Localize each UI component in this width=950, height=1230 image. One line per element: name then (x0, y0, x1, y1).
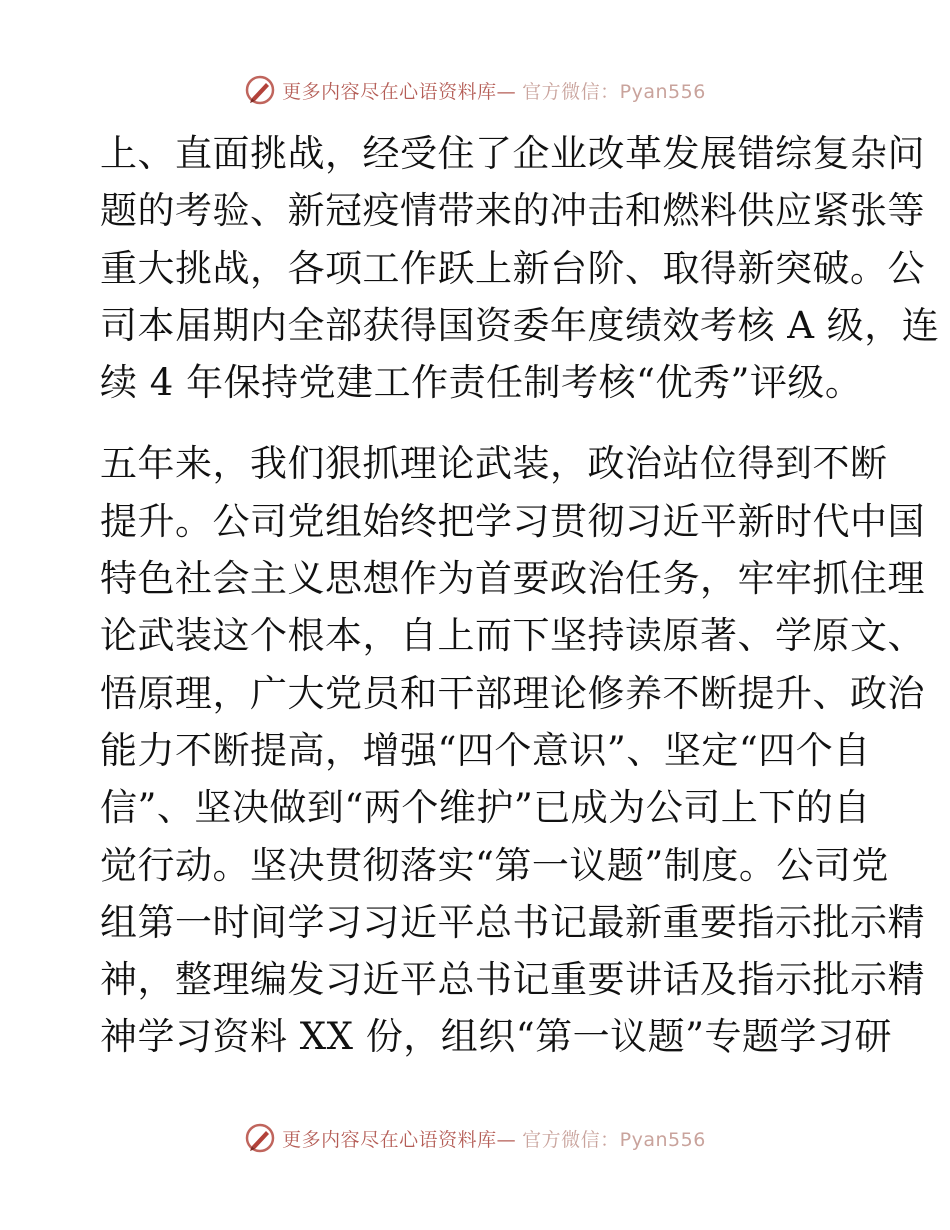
paragraph-gap (100, 411, 850, 435)
text-line: 题的考验、新冠疫情带来的冲击和燃料供应紧张等 (100, 189, 925, 233)
paragraph (100, 435, 925, 1065)
text-line: 神，整理编发习近平总书记重要讲话及指示批示精 (100, 958, 925, 1002)
paragraph (100, 125, 940, 411)
text-line: 论武装这个根本，自上而下坚持读原著、学原文、 (100, 614, 925, 658)
document-body (100, 125, 940, 1066)
header-wechat-text: 官方微信：Pyan556 (522, 80, 706, 103)
text-line: 五年来，我们狠抓理论武装，政治站位得到不断 (100, 442, 888, 486)
text-line: 悟原理，广大党员和干部理论修养不断提升、政治 (100, 671, 925, 715)
pen-logo-icon (244, 74, 276, 106)
text-line: 信”、坚决做到“两个维护”已成为公司上下的自 (100, 786, 871, 830)
text-line: 上、直面挑战，经受住了企业改革发展错综复杂问 (100, 132, 925, 175)
text-line: 提升。公司党组始终把学习贯彻习近平新时代中国 (100, 499, 925, 543)
text-line: 神学习资料 XX 份，组织“第一议题”专题学习研 (100, 1015, 893, 1059)
text-line: 续 4 年保持党建工作责任制考核“优秀”评级。 (100, 361, 863, 405)
text-line: 司本届期内全部获得国资委年度绩效考核 A 级，连 (100, 303, 940, 347)
footer-banner (0, 1118, 950, 1158)
pen-logo-icon (244, 1122, 276, 1154)
header-banner (0, 70, 950, 110)
text-line: 组第一时间学习习近平总书记最新重要指示批示精 (100, 900, 925, 944)
footer-wechat-text: 官方微信：Pyan556 (522, 1128, 706, 1151)
text-line: 能力不断提高，增强“四个意识”、坚定“四个自 (100, 728, 871, 772)
header-banner-text: 更多内容尽在心语资料库— (282, 80, 517, 103)
text-line: 觉行动。坚决贯彻落实“第一议题”制度。公司党 (100, 843, 889, 887)
text-line: 特色社会主义思想作为首要政治任务，牢牢抓住理 (100, 557, 925, 601)
text-line: 重大挑战，各项工作跃上新台阶、取得新突破。公 (100, 246, 925, 290)
footer-banner-text: 更多内容尽在心语资料库— (282, 1128, 517, 1151)
